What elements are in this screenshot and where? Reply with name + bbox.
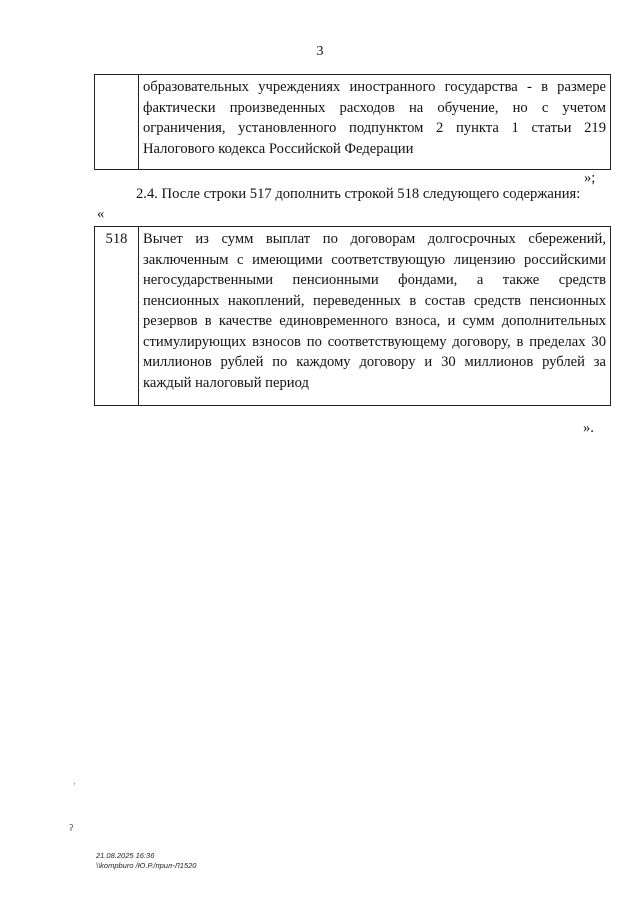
closing-quote-new: ». [583, 420, 594, 436]
row-number-cell [95, 75, 139, 170]
amendment-paragraph: 2.4. После строки 517 дополнить строкой 518 следующего содержания: [136, 186, 581, 202]
page-number: 3 [316, 44, 324, 59]
footer-timestamp: 21.08.2025 16:36 [96, 851, 155, 860]
opening-quote-new: « [97, 206, 105, 222]
table-row [95, 227, 611, 406]
table-row [95, 75, 611, 170]
table-top [94, 74, 611, 170]
margin-mark: ʔ [69, 824, 74, 834]
row-number-cell: 518 [95, 227, 139, 406]
row-text-cell: Вычет из сумм выплат по договорам долгосрочных сбережений, заключенным с имеющими соответствующую лицензию российскими негосударственными пенсионными фондами, а также средств пенсионных накоплений, переведенных в состав средств пенсионных резервов в качестве единовременного взноса, и сумм дополнительных стимулирующих взносов по соответствующему договору, в пределах 30 миллионов рублей по каждому договору и 30 миллионов рублей за каждый налоговый период [139, 227, 611, 406]
table-new-row [94, 226, 611, 406]
footer-filepath: \\kompburo /Ю.Р./прил-Л1520 [96, 861, 197, 870]
closing-quote-top: »; [584, 170, 596, 186]
margin-mark: · [73, 780, 76, 790]
row-text-cell: образовательных учреждениях иностранного государства - в размере фактически произведенных расходов на обучение, но с учетом ограничения, установленного подпунктом 2 пункта 1 статьи 219 Налогового кодекса Российской Федерации [139, 75, 611, 170]
